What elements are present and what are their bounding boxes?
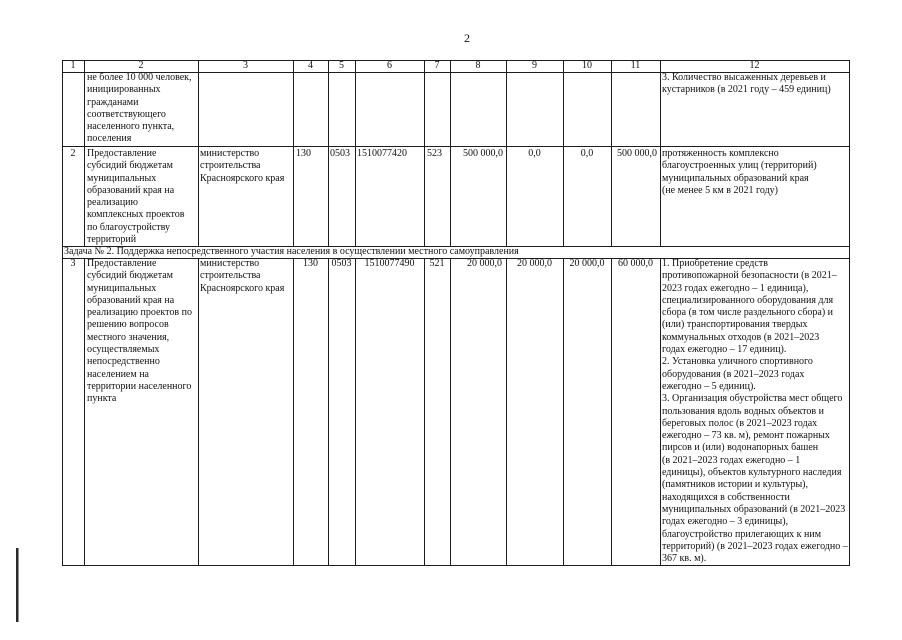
row-3-number: 3 <box>70 258 76 269</box>
row-2-name: Предоставление субсидий бюджетам муниципальных образований края на реализацию комплексных проектов по благоустройству территорий <box>87 148 185 246</box>
row-2-col-7: 523 <box>427 148 442 159</box>
table-header-col-8: 8 <box>475 60 481 71</box>
row-2-col-10: 0,0 <box>580 148 594 159</box>
table-header-col-1: 1 <box>70 60 76 71</box>
table-header-col-5: 5 <box>339 60 344 71</box>
row-3-col-7: 521 <box>429 258 445 269</box>
row-2-number: 2 <box>70 148 76 159</box>
row-3-name: Предоставление субсидий бюджетам муниципальных образований края на реализацию проектов по решению вопросов местного значения, осуществляемых непосредственно населением на территории населенного пункта <box>87 258 192 405</box>
row-3-col-4: 130 <box>303 258 318 269</box>
row-3-executor: министерство строительства Красноярского края <box>200 258 285 294</box>
row-3-col-10: 20 000,0 <box>569 258 605 269</box>
row-3-result: 1. Приобретение средств противопожарной безопасности (в 2021– 2023 годах ежегодно – 1 единица), специализированного оборудования для сбора (в том числе раздельного сбора) и (или) транспортирования твердых коммунальных отходов (в 2021–2023 годах ежегодно – 17 единиц). 2. Установка уличного спортивного оборудования (в 2021–2023 годах ежегодно – 5 единиц). 3. Организация обустройства мест общего пользования вдоль водных объектов и береговых полос (в 2021–2023 годах ежегодно – 73 кв. м), ремонт пожарных пирсов и (или) водонапорных башен (в 2021–2023 годах ежегодно – 1 единицы), объектов культурного наследия (памятников истории и культуры), находящихся в собственности муниципальных образований (в 2021–2023 годах ежегодно – 3 единицы), благоустройство прилегающих к ним территорий) (в 2021–2023 годах ежегодно – 367 кв. м). <box>662 258 848 565</box>
row-3-col-11: 60 000,0 <box>618 258 653 269</box>
continued-row-name: не более 10 000 человек, инициированных гражданами соответствующего населенного пункта, поселения <box>87 72 192 145</box>
row-2-col-5: 0503 <box>330 148 350 159</box>
row-2-result: протяженность комплексно благоустроенных улиц (территорий) муниципальных образований края (не менее 5 км в 2021 году) <box>662 148 817 196</box>
row-2-col-11: 500 000,0 <box>617 148 657 159</box>
table-header-col-11: 11 <box>630 60 641 71</box>
row-2-col-8: 500 000,0 <box>463 148 503 159</box>
scan-edge-mark <box>16 548 19 622</box>
table-header-col-6: 6 <box>387 60 392 71</box>
table-header-col-3: 3 <box>243 60 248 71</box>
table-header-col-12: 12 <box>749 60 760 71</box>
page-number: 2 <box>464 31 470 45</box>
row-2-col-6: 1510077420 <box>357 148 407 159</box>
table-header-col-2: 2 <box>138 60 144 71</box>
row-2-col-4: 130 <box>296 148 311 159</box>
row-3-col-5: 0503 <box>331 258 352 269</box>
row-2-executor: министерство строительства Красноярского края <box>200 148 285 184</box>
table-header-col-9: 9 <box>532 60 537 71</box>
row-3-col-8: 20 000,0 <box>467 258 502 269</box>
row-3-col-6: 1510077490 <box>364 258 415 269</box>
task-2-heading: Задача № 2. Поддержка непосредственного участия населения в осуществлении местного самоуправления <box>64 246 519 257</box>
continued-row-result: 3. Количество высаженных деревьев и кустарников (в 2021 году – 459 единиц) <box>662 72 831 96</box>
table-header-col-4: 4 <box>308 60 313 71</box>
table-header-col-7: 7 <box>434 60 440 71</box>
row-2-col-9: 0,0 <box>528 148 541 159</box>
table-header-col-10: 10 <box>582 60 592 71</box>
row-3-col-9: 20 000,0 <box>517 258 552 269</box>
